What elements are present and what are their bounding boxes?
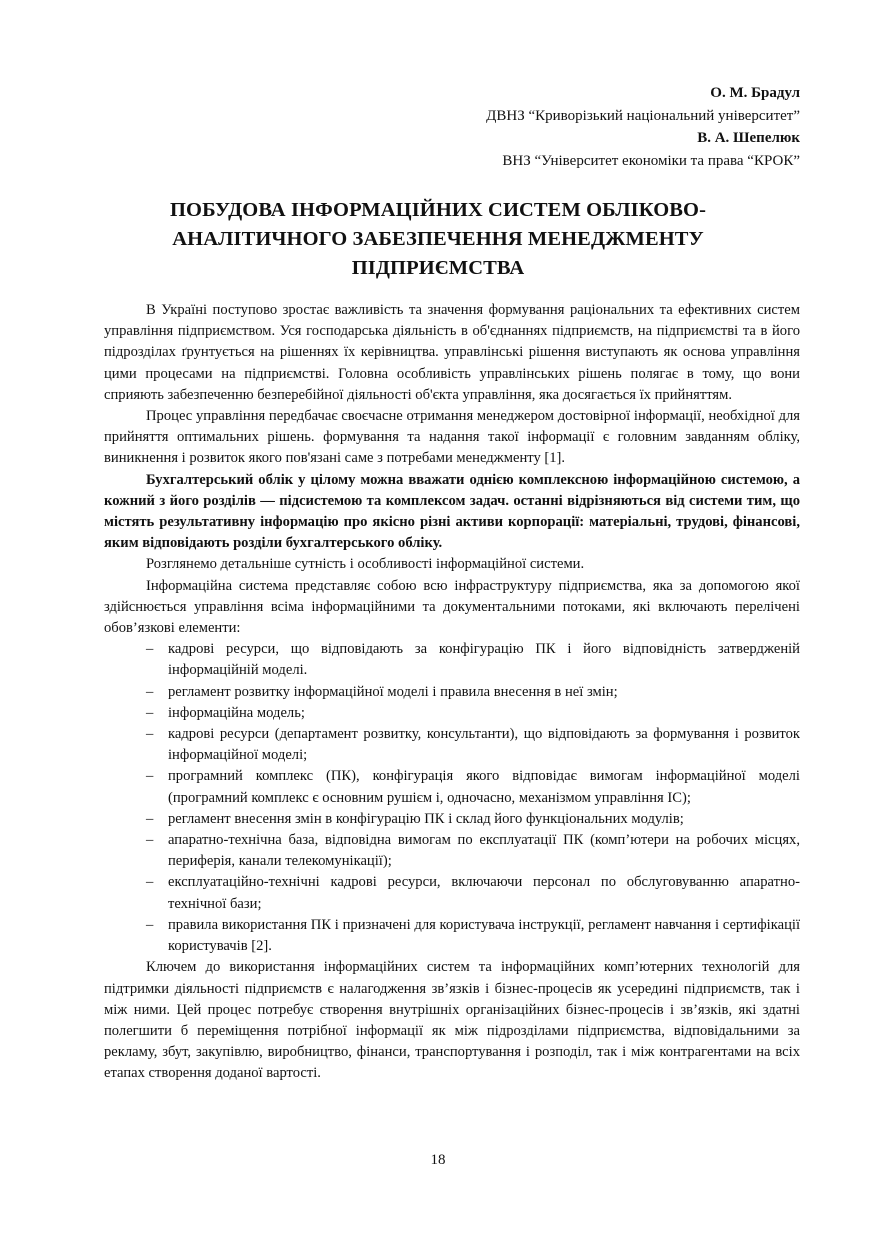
list-item [104,809,800,830]
bold-paragraph: Бухгалтерський облік у цілому можна вважати однією комплексною інформаційною системою, а кожний з його розділів — підсистемою та комплексом задач. останні відрізняються від системи тим, що містять результативну інформацію про якісно різні активи корпорації: матеріальні, трудові, фінансові, яким відповідають розділи бухгалтерського обліку. [104,471,800,552]
elements-list [104,639,800,957]
dash-marker: – [146,810,154,827]
author-affiliation: ДВНЗ “Криворізький національний університет” [486,107,800,124]
list-item [104,830,800,872]
paragraph: Ключем до використання інформаційних систем та інформаційних комп’ютерних технологій для підтримки діяльності підприємств є налагодження зв’язків і бізнес-процесів як усередині підприємств, так і між ними. Цей процес потребує створення внутрішніх організаційних бізнес-процесів і зв’язків, які здатні полегшити б переміщення потрібної інформації як між підрозділами підприємства, відповідальними за рекламу, збут, закупівлю, виробництво, фінанси, транспортування і розподіл, так і між контрагентами на всіх етапах створення доданої вартості. [104,959,800,1082]
paper-title [100,196,776,283]
dash-marker: – [146,726,154,743]
dash-marker: – [146,832,154,849]
list-item-text: програмний комплекс (ПК), конфігурація якого відповідає вимогам інформаційної моделі (програмний комплекс є основним рушієм і, одночасно, механізмом управління ІС); [168,768,800,806]
title-line: ПОБУДОВА ІНФОРМАЦІЙНИХ СИСТЕМ ОБЛІКОВО- [169,199,707,221]
title-line: АНАЛІТИЧНОГО ЗАБЕЗПЕЧЕННЯ МЕНЕДЖМЕНТУ [172,228,704,250]
paragraph: В Україні поступово зростає важливість та значення формування раціональних та ефективних систем управління підприємством. Уся господарська діяльність в об'єднаннях підприємств, на підприємстві та в його підрозділах ґрунтується на рішеннях їх керівництва. управлінські рішення виступають як основа управління цими процесами на підприємстві. Головна особливість управлінських рішень полягає в тому, що вони сприяють забезпеченню безперебійної діяльності об'єкта управління, яка досягається їх прийняттям. [104,302,800,403]
list-item [104,766,800,808]
list-item [104,703,800,724]
dash-marker: – [146,916,154,933]
article-body [104,300,800,1085]
title-line: ПІДПРИЄМСТВА [351,257,525,279]
dash-marker: – [146,768,154,785]
author-affiliation: ВНЗ “Університет економіки та права “КРОК” [502,152,800,169]
dash-marker: – [146,683,154,700]
author-name: В. А. Шепелюк [697,130,800,146]
list-item [104,872,800,914]
dash-marker: – [146,641,154,658]
dash-marker: – [146,874,154,891]
list-item [104,915,800,957]
list-item-text: регламент внесення змін в конфігурацію ПК і склад його функціональних модулів; [168,810,684,827]
list-item-text: інформаційна модель; [168,704,305,721]
author-name: О. М. Брадул [710,85,800,101]
list-item-text: регламент розвитку інформаційної моделі і правила внесення в неї змін; [168,683,618,700]
paragraph: Розглянемо детальніше сутність і особливості інформаційної системи. [146,556,585,573]
list-item-text: кадрові ресурси, що відповідають за конфігурацію ПК і його відповідність затвердженій інформаційній моделі. [168,641,800,679]
list-item-text: правила використання ПК і призначені для користувача інструкції, регламент навчання і сертифікації користувачів [2]. [168,916,800,955]
list-item-text: кадрові ресурси (департамент розвитку, консультанти), що відповідають за формування і розвиток інформаційної моделі; [168,726,800,764]
paragraph: Процес управління передбачає своєчасне отримання менеджером достовірної інформації, необхідної для прийняття оптимальних рішень. формування та надання такої інформації є головним завданням обліку, виникнення і розвиток якого пов'язані саме з потребами менеджменту [1]. [104,408,800,467]
list-item-text: апаратно-технічна база, відповідна вимогам по експлуатації ПК (комп’ютери на робочих місцях, периферія, канали телекомунікації); [168,832,800,870]
list-item-text: експлуатаційно-технічні кадрові ресурси, включаючи персонал по обслуговуванню апаратно-технічної бази; [168,874,800,912]
author-block [486,82,800,172]
paragraph: Інформаційна система представляє собою всю інфраструктуру підприємства, яка за допомогою якої здійснюється управління всіма інформаційними та документальними потоками, які включають перелічені обов’язкові елементи: [104,577,800,637]
dash-marker: – [146,704,154,721]
page-number: 18 [430,1152,446,1168]
list-item [104,724,800,766]
list-item [104,682,800,703]
list-item [104,639,800,681]
